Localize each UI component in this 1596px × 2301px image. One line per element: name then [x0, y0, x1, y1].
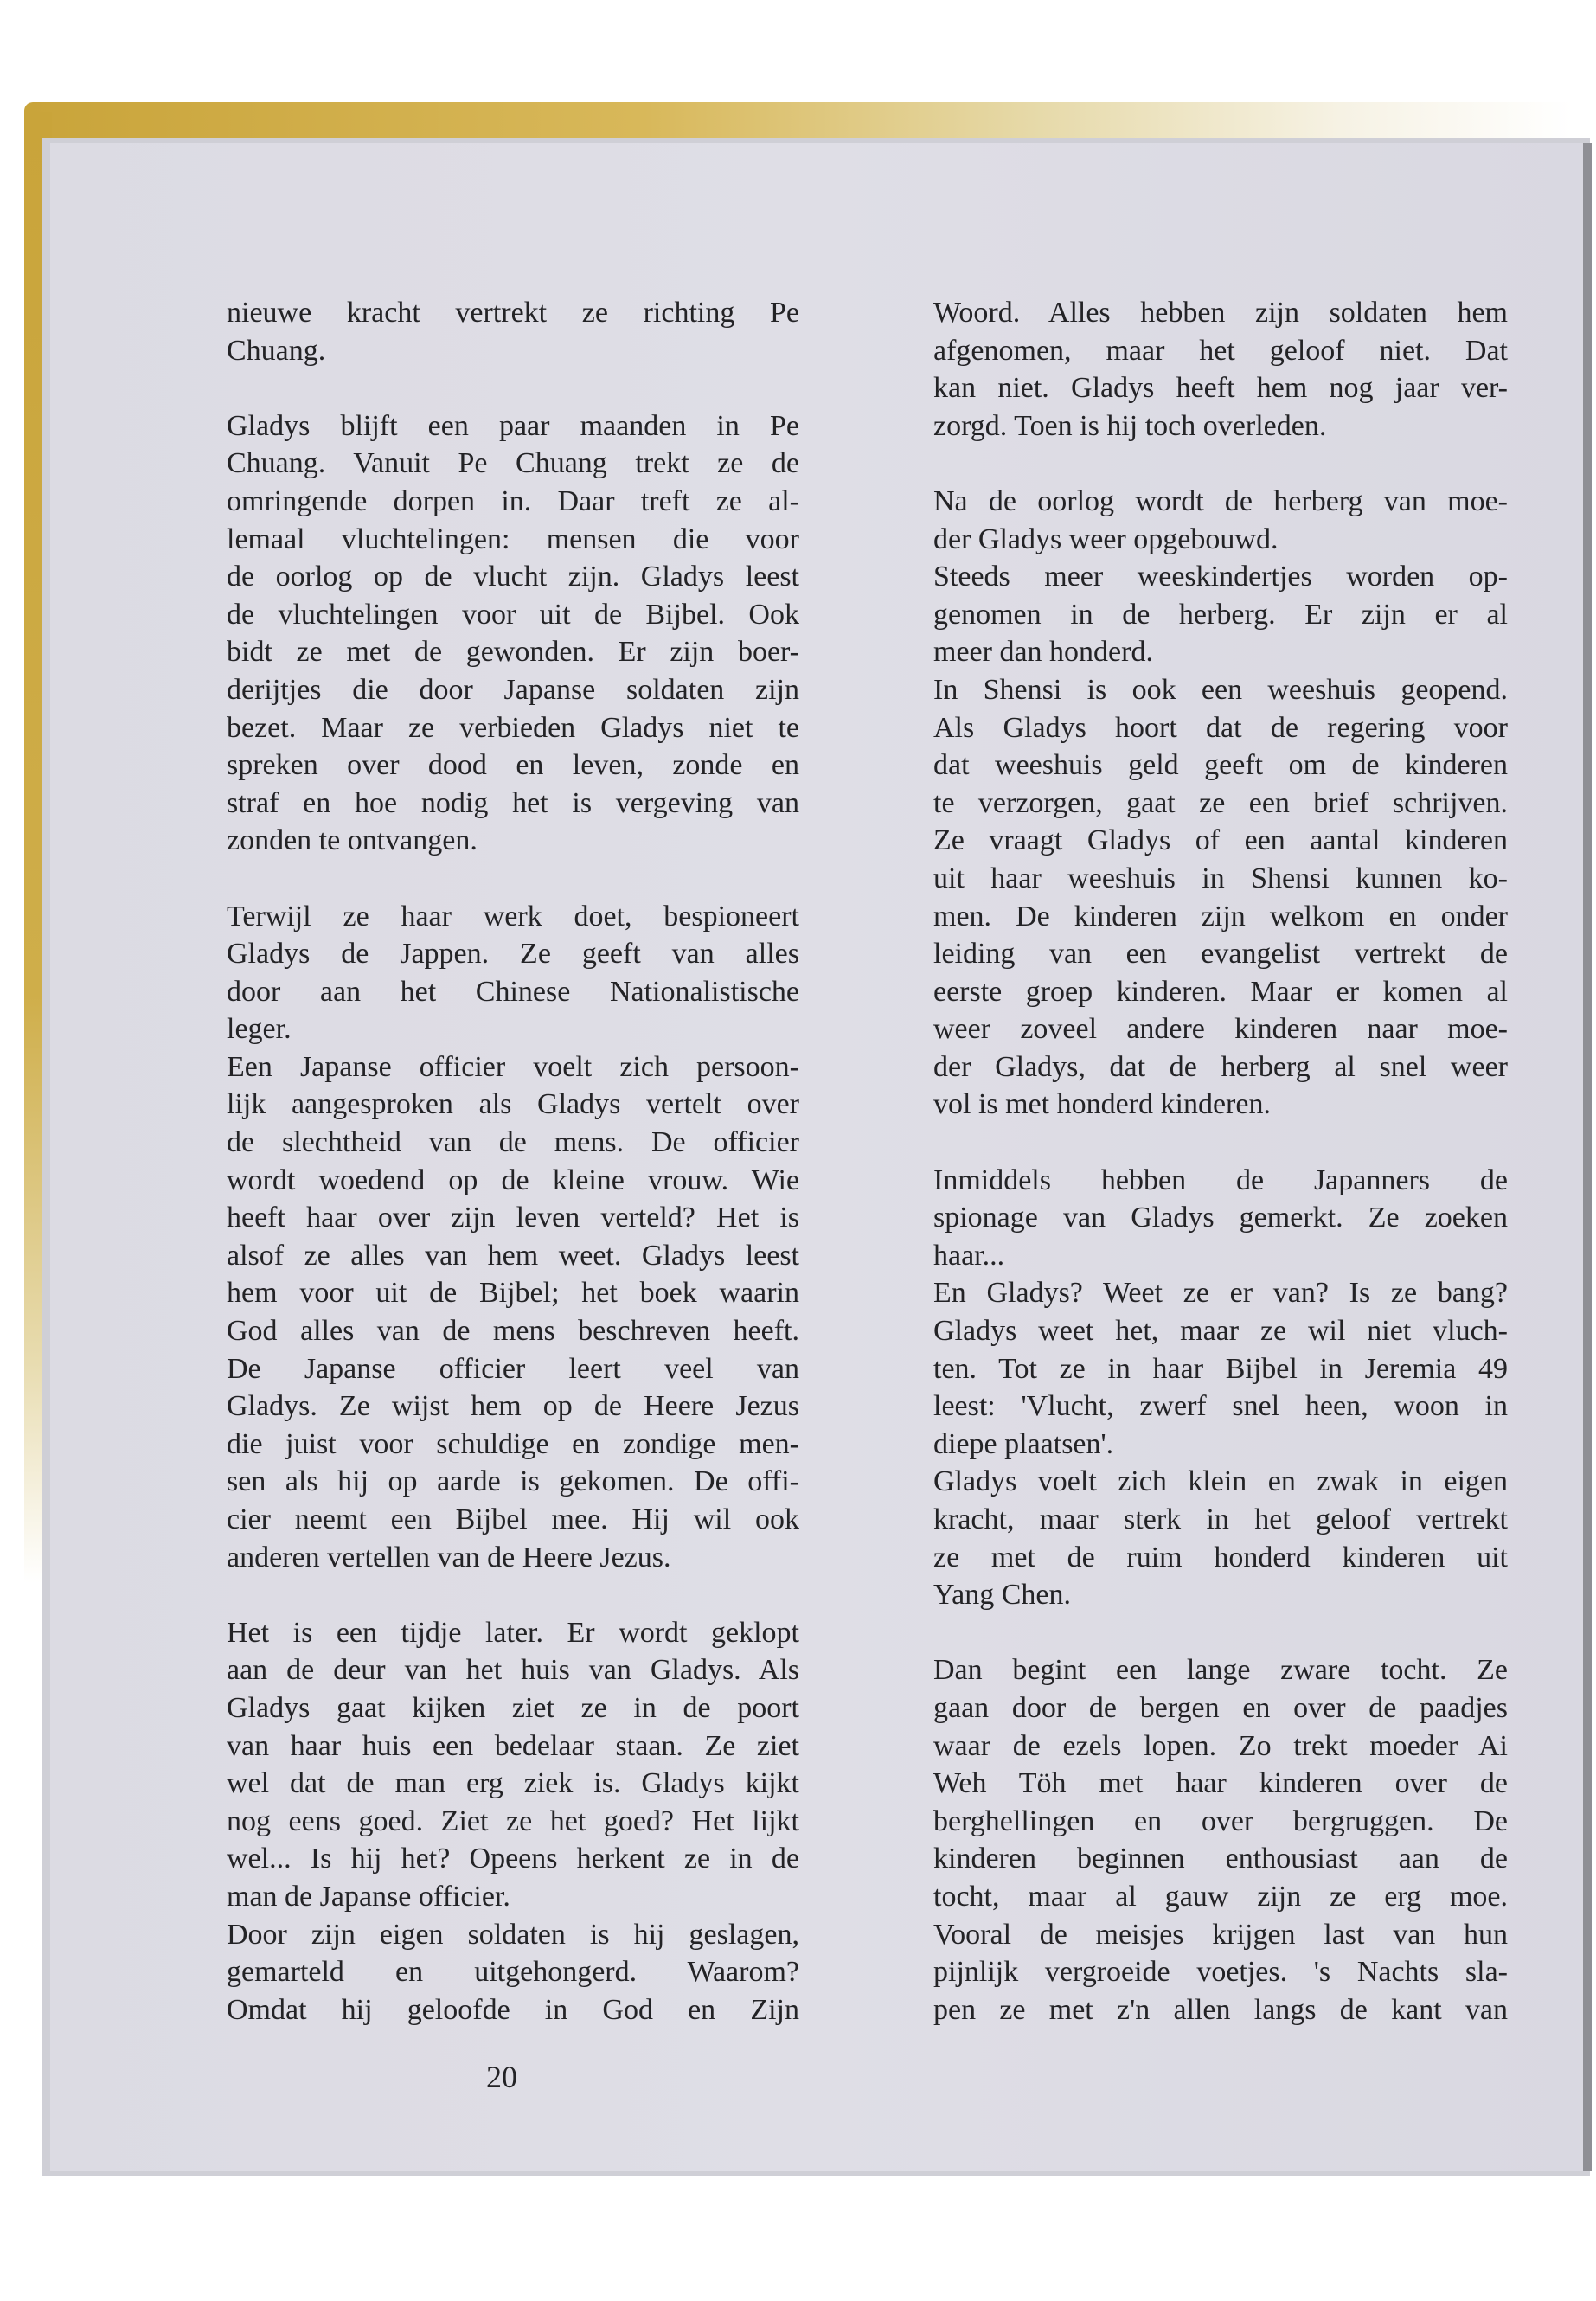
text-line: bidt ze met de gewonden. Er zijn boer-	[227, 636, 799, 669]
text-line: haar...	[933, 1239, 1005, 1272]
paragraph	[933, 1651, 1508, 2029]
text-line: lijk aangesproken als Gladys vertelt over	[227, 1088, 799, 1121]
text-line: Na de oorlog wordt de herberg van moe-	[933, 484, 1508, 517]
text-line: cier neemt een Bijbel mee. Hij wil ook	[227, 1503, 799, 1535]
paragraph	[227, 1614, 799, 1916]
text-line: vol is met honderd kinderen.	[933, 1088, 1271, 1121]
text-line: Chuang. Vanuit Pe Chuang trekt ze de	[227, 447, 799, 480]
text-line: Weh Töh met haar kinderen over de	[933, 1767, 1508, 1800]
text-line: Gladys blijft een paar maanden in Pe	[227, 409, 799, 442]
text-line: tocht, maar al gauw zijn ze erg moe.	[933, 1880, 1508, 1913]
text-line: alsof ze alles van hem weet. Gladys leest	[227, 1239, 799, 1272]
text-line: Gladys de Jappen. Ze geeft van alles	[227, 938, 799, 971]
paragraph	[933, 1274, 1508, 1463]
text-line: Terwijl ze haar werk doet, bespioneert	[227, 900, 799, 933]
text-line: omringende dorpen in. Daar treft ze al-	[227, 484, 799, 517]
text-line: bezet. Maar ze verbieden Gladys niet te	[227, 711, 799, 744]
paragraph-gap	[933, 445, 1508, 483]
book-spine-shadow	[1583, 143, 1592, 2171]
text-line: ze met de ruim honderd kinderen uit	[933, 1541, 1508, 1574]
text-line: derijtjes die door Japanse soldaten zijn	[227, 673, 799, 706]
text-line: de vluchtelingen voor uit de Bijbel. Ook	[227, 598, 799, 631]
text-line: Gladys gaat kijken ziet ze in de poort	[227, 1691, 799, 1724]
text-line: eerste groep kinderen. Maar er komen al	[933, 975, 1508, 1008]
text-line: men. De kinderen zijn welkom en onder	[933, 900, 1508, 933]
text-line: pen ze met z'n allen langs de kant van	[933, 1993, 1508, 2026]
text-line: kinderen beginnen enthousiast aan de	[933, 1843, 1508, 1875]
text-line: Een Japanse officier voelt zich persoon-	[227, 1050, 799, 1083]
paragraph-gap	[227, 1576, 799, 1614]
paragraph	[933, 294, 1508, 445]
left-text-column	[227, 294, 799, 2029]
text-line: die juist voor schuldige en zondige men-	[227, 1427, 799, 1460]
text-line: Dan begint een lange zware tocht. Ze	[933, 1654, 1508, 1687]
text-line: de slechtheid van de mens. De officier	[227, 1126, 799, 1159]
text-line: wel... Is hij het? Opeens herkent ze in de	[227, 1843, 799, 1875]
text-line: De Japanse officier leert veel van	[227, 1352, 799, 1385]
text-line: door aan het Chinese Nationalistische	[227, 975, 799, 1008]
text-line: zorgd. Toen is hij toch overleden.	[933, 409, 1327, 442]
paragraph	[227, 1916, 799, 2029]
text-line: der Gladys, dat de herberg al snel weer	[933, 1050, 1508, 1083]
paragraph	[933, 558, 1508, 671]
text-line: sen als hij op aarde is gekomen. De offi-	[227, 1465, 799, 1498]
text-line: lemaal vluchtelingen: mensen die voor	[227, 522, 799, 555]
text-line: Steeds meer weeskindertjes worden op-	[933, 561, 1508, 593]
text-line: gaan door de bergen en over de paadjes	[933, 1691, 1508, 1724]
text-line: zonden te ontvangen.	[227, 824, 478, 857]
text-line: aan de deur van het huis van Gladys. Als	[227, 1654, 799, 1687]
text-line: Gladys voelt zich klein en zwak in eigen	[933, 1465, 1508, 1498]
text-line: nieuwe kracht vertrekt ze richting Pe	[227, 297, 799, 329]
text-line: Als Gladys hoort dat de regering voor	[933, 711, 1508, 744]
text-line: afgenomen, maar het geloof niet. Dat	[933, 334, 1508, 367]
page-number: 20	[486, 2060, 517, 2094]
text-line: In Shensi is ook een weeshuis geopend.	[933, 673, 1508, 706]
text-line: meer dan honderd.	[933, 636, 1153, 669]
text-line: weer zoveel andere kinderen naar moe-	[933, 1013, 1508, 1046]
text-line: diepe plaatsen'.	[933, 1427, 1114, 1460]
text-line: Woord. Alles hebben zijn soldaten hem	[933, 297, 1508, 329]
text-line: kan niet. Gladys heeft hem nog jaar ver-	[933, 372, 1508, 405]
text-line: spionage van Gladys gemerkt. Ze zoeken	[933, 1202, 1508, 1234]
paragraph	[933, 483, 1508, 558]
paragraph	[227, 407, 799, 860]
text-line: uit haar weeshuis in Shensi kunnen ko-	[933, 862, 1508, 894]
text-line: te verzorgen, gaat ze een brief schrijven.	[933, 786, 1508, 819]
text-line: straf en hoe nodig het is vergeving van	[227, 786, 799, 819]
text-line: Omdat hij geloofde in God en Zijn	[227, 1993, 799, 2026]
text-line: ten. Tot ze in haar Bijbel in Jeremia 49	[933, 1352, 1508, 1385]
paragraph	[227, 294, 799, 369]
text-line: de oorlog op de vlucht zijn. Gladys leest	[227, 561, 799, 593]
text-line: spreken over dood en leven, zonde en	[227, 749, 799, 782]
text-line: van haar huis een bedelaar staan. Ze ziet	[227, 1729, 799, 1762]
text-line: berghellingen en over bergruggen. De	[933, 1804, 1508, 1837]
text-line: Vooral de meisjes krijgen last van hun	[933, 1918, 1508, 1951]
text-line: genomen in de herberg. Er zijn er al	[933, 598, 1508, 631]
text-line: Ze vraagt Gladys of een aantal kinderen	[933, 824, 1508, 857]
text-line: Yang Chen.	[933, 1579, 1072, 1612]
text-line: Gladys. Ze wijst hem op de Heere Jezus	[227, 1390, 799, 1423]
text-line: Door zijn eigen soldaten is hij geslagen,	[227, 1918, 799, 1951]
text-line: hem voor uit de Bijbel; het boek waarin	[227, 1277, 799, 1310]
text-line: En Gladys? Weet ze er van? Is ze bang?	[933, 1277, 1508, 1310]
text-line: leger.	[227, 1013, 292, 1046]
paragraph	[933, 1162, 1508, 1275]
paragraph-gap	[933, 1614, 1508, 1652]
text-line: Het is een tijdje later. Er wordt geklopt	[227, 1616, 799, 1649]
paragraph-gap	[227, 369, 799, 407]
paragraph	[933, 671, 1508, 1124]
text-line: God alles van de mens beschreven heeft.	[227, 1315, 799, 1348]
paragraph-gap	[227, 860, 799, 898]
paragraph	[227, 898, 799, 1048]
text-line: pijnlijk vergroeide voetjes. 's Nachts sla-	[933, 1956, 1508, 1989]
text-line: man de Japanse officier.	[227, 1880, 510, 1913]
text-line: Gladys weet het, maar ze wil niet vluch-	[933, 1315, 1508, 1348]
text-line: Inmiddels hebben de Japanners de	[933, 1163, 1508, 1196]
text-line: wel dat de man erg ziek is. Gladys kijkt	[227, 1767, 799, 1800]
text-line: nog eens goed. Ziet ze het goed? Het lijkt	[227, 1804, 799, 1837]
text-line: leest: 'Vlucht, zwerf snel heen, woon in	[933, 1390, 1508, 1423]
text-line: Chuang.	[227, 334, 326, 367]
text-line: heeft haar over zijn leven verteld? Het is	[227, 1202, 799, 1234]
text-line: waar de ezels lopen. Zo trekt moeder Ai	[933, 1729, 1508, 1762]
text-line: gemarteld en uitgehongerd. Waarom?	[227, 1956, 799, 1989]
text-line: kracht, maar sterk in het geloof vertrekt	[933, 1503, 1508, 1535]
text-line: der Gladys weer opgebouwd.	[933, 522, 1279, 555]
text-line: wordt woedend op de kleine vrouw. Wie	[227, 1163, 799, 1196]
right-text-column	[933, 294, 1508, 2029]
text-line: dat weeshuis geld geeft om de kinderen	[933, 749, 1508, 782]
text-line: leiding van een evangelist vertrekt de	[933, 938, 1508, 971]
text-line: anderen vertellen van de Heere Jezus.	[227, 1541, 671, 1574]
paragraph	[933, 1463, 1508, 1613]
paragraph-gap	[933, 1124, 1508, 1162]
paragraph	[227, 1048, 799, 1576]
